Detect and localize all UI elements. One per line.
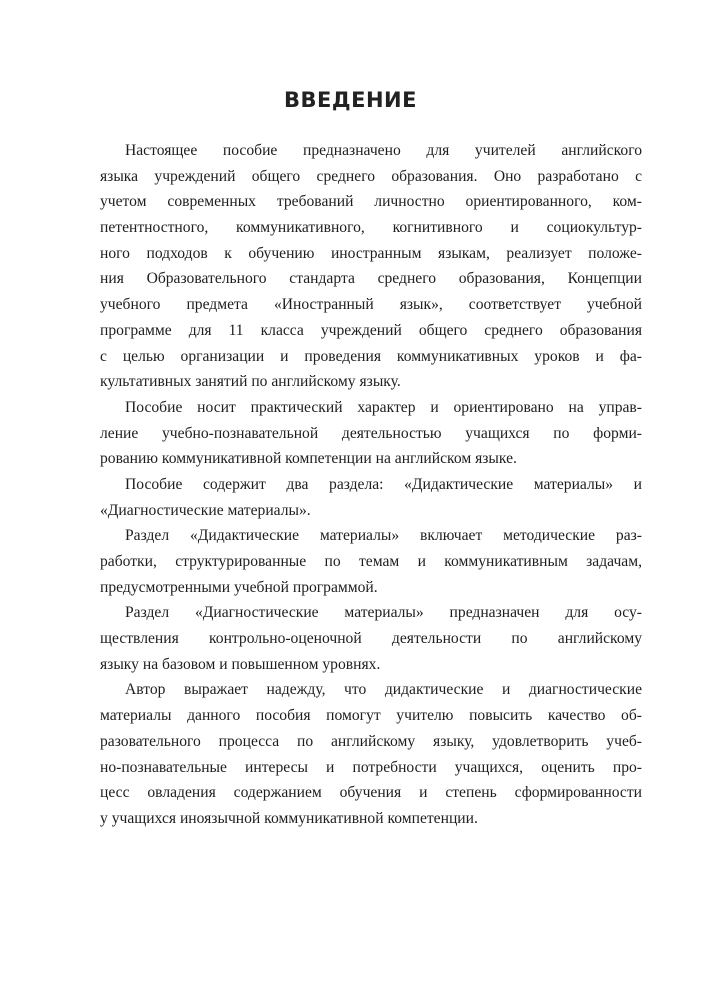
text-line: Раздел «Диагностические материалы» предназначен для осу-: [125, 604, 642, 622]
text-line: у учащихся иноязычной коммуникативной компетенции.: [100, 809, 478, 827]
text-line: «Диагностические материалы».: [100, 501, 311, 519]
text-line: Пособие содержит два раздела: «Дидактические материалы» и: [125, 475, 642, 493]
text-line: ление учебно-познавательной деятельностью учащихся по форми-: [100, 424, 642, 442]
text-line: программе для 11 класса учреждений общего среднего образования: [100, 321, 642, 339]
text-line: Настоящее пособие предназначено для учителей английского: [125, 142, 642, 159]
text-line: Раздел «Дидактические материалы» включает методические раз-: [125, 527, 642, 545]
text-line: с целью организации и проведения коммуникативных уроков и фа-: [100, 347, 642, 365]
text-line: языка учреждений общего среднего образования. Оно разработано с: [100, 167, 642, 185]
text-line: учетом современных требований личностно ориентированного, ком-: [100, 193, 642, 211]
page-title: ВВЕДЕНИЕ: [284, 88, 417, 112]
document-body: [100, 138, 642, 832]
text-line: работки, структурированные по темам и коммуникативным задачам,: [100, 553, 642, 570]
text-line: но-познавательные интересы и потребности учащихся, оценить про-: [100, 758, 642, 776]
text-line: культативных занятий по английскому языку.: [100, 373, 401, 391]
text-line: материалы данного пособия помогут учителю повысить качество об-: [100, 707, 642, 725]
text-line: ного подходов к обучению иностранным языкам, реализует положе-: [100, 244, 642, 262]
paragraph-character: [100, 395, 642, 472]
text-line: рованию коммуникативной компетенции на английском языке.: [100, 450, 517, 468]
paragraph-didactic: [100, 523, 642, 600]
text-line: Автор выражает надежду, что дидактические и диагностические: [125, 681, 642, 699]
text-line: ния Образовательного стандарта среднего образования, Концепции: [100, 270, 642, 288]
paragraph-author-hope: [100, 677, 642, 831]
text-line: разовательного процесса по английскому языку, удовлетворить учеб-: [100, 732, 642, 750]
paragraph-diagnostic: [100, 600, 642, 677]
text-line: учебного предмета «Иностранный язык», соответствует учебной: [100, 296, 642, 314]
paragraph-purpose: [100, 138, 642, 395]
text-line: предусмотренными учебной программой.: [100, 578, 378, 596]
text-line: ществления контрольно-оценочной деятельности по английскому: [100, 630, 642, 648]
paragraph-sections: [100, 472, 642, 523]
text-line: Пособие носит практический характер и ориентировано на управ-: [125, 398, 642, 416]
text-line: цесс овладения содержанием обучения и степень сформированности: [100, 784, 642, 802]
text-line: петентностного, коммуникативного, когнитивного и социокультур-: [100, 219, 642, 237]
text-line: языку на базовом и повышенном уровнях.: [100, 655, 381, 673]
